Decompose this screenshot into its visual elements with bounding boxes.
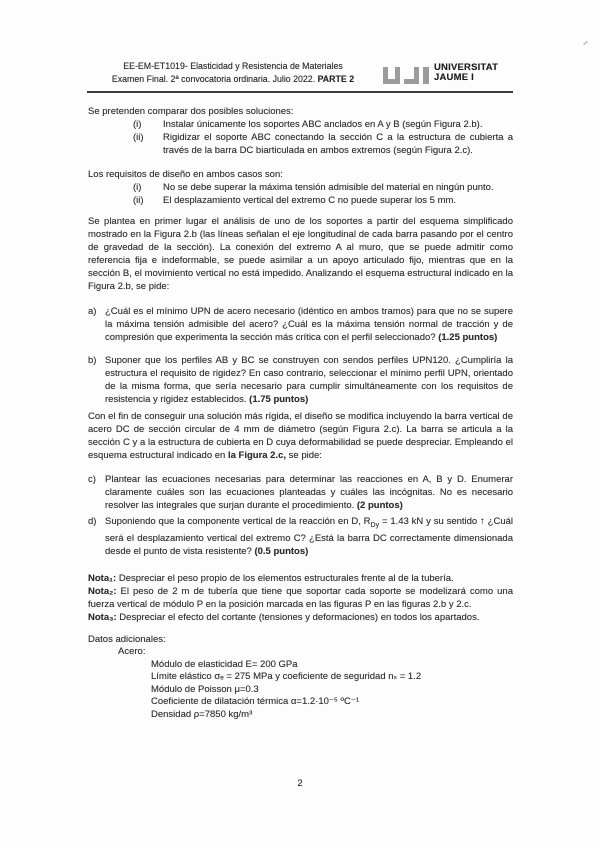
question-b xyxy=(88,354,513,406)
exam-title-text: Examen Final. 2ª convocatoria ordinaria. Julio 2022. xyxy=(111,74,318,84)
scan-artifact xyxy=(583,41,588,46)
additional-data-title: Datos adicionales: xyxy=(88,633,166,645)
course-title: EE-EM-ET1019- Elasticidad y Resistencia de Materiales xyxy=(123,61,343,71)
paragraph-text: se pide: xyxy=(286,450,322,461)
paragraph-text: Con el fin de conseguir una solución más rígida, el diseño se modifica incluyendo la barra vertical de acero DC de sección circular de 4 mm de diámetro (según Figura 2.c). La barra se articula a la sección C y a la estructura de cubierta en D cuya deformabilidad se puede despreciar. Empleando el esquema estructural indicado en xyxy=(88,411,513,461)
data-line: Módulo de Poisson μ=0.3 xyxy=(151,683,259,695)
list-item xyxy=(88,131,513,157)
list-item xyxy=(88,181,513,194)
note-label: Nota₁: xyxy=(88,572,117,584)
exam-body xyxy=(88,100,513,721)
note-text: El peso de 2 m de tubería que tiene que soportar cada soporte se modelizará como una fuerza vertical de módulo P en la posición marcada en las figuras P en las figuras 2.b y 2.c. xyxy=(88,585,513,610)
university-name-line2: JAUME I xyxy=(434,72,474,83)
question-text: Suponer que los perfiles AB y BC se construyen con sendos perfiles UPN120. ¿Cumpliría la estructura el requisito de rigidez? En caso contrario, seleccionar el mínimo perfil UPN, orientado de la misma forma, que sería necesario para cumplir simultáneamente con los requisitos de resistencia y rigidez establecidos. xyxy=(105,355,513,405)
list-item-text: No se debe superar la máxima tensión admisible del material en ningún punto. xyxy=(163,182,494,193)
solutions-list xyxy=(88,118,513,157)
note-2 xyxy=(88,585,513,611)
note-label: Nota₃: xyxy=(88,611,117,623)
question-label: b) xyxy=(88,355,97,366)
logo-letter-j xyxy=(404,67,419,84)
question-text: = 1.43 kN y su sentido ↑ ¿Cuál será el desplazamiento vertical del extremo C? ¿Está la barra DC correctamente dimensionada desde el punto de vista resistente? xyxy=(105,516,513,557)
question-text: Suponiendo que la componente vertical de la reacción en D, R xyxy=(105,516,371,527)
list-item-label: (ii) xyxy=(133,195,144,206)
list-item-text: Instalar únicamente los soportes ABC anclados en A y B (según Figura 2.b). xyxy=(163,119,483,130)
list-item-label: (ii) xyxy=(133,132,144,143)
list-item-label: (i) xyxy=(133,119,142,130)
additional-data-section xyxy=(88,634,513,722)
exam-title xyxy=(88,73,378,86)
reaction-subscript: Dy xyxy=(370,521,380,529)
question-a xyxy=(88,305,513,344)
note-text: Despreciar el peso propio de los elementos estructurales frente al de la tubería. xyxy=(116,572,454,584)
list-item xyxy=(88,194,513,207)
paragraph-figure-2b: Se plantea en primer lugar el análisis de uno de los soportes a partir del esquema simplificado mostrado en la Figura 2.b (las líneas señalan el eje longitudinal de cada barra pasando por el centro de gravedad de la sección). La conexión del extremo A al muro, que se puede admitir como referencia fija e indeformable, se puede asimilar a un apoyo articulado fijo, mientras que en la sección B, el movimiento vertical no está impedido. Analizando el esquema estructural indicado en la Figura 2.b, se pide: xyxy=(88,216,513,292)
uji-logo-icon xyxy=(383,62,429,84)
data-line: Densidad ρ=7850 kg/m³ xyxy=(151,708,253,720)
requirements-list xyxy=(88,181,513,207)
solutions-intro: Se pretenden comparar dos posibles soluciones: xyxy=(88,106,294,117)
question-c xyxy=(88,473,513,512)
header-divider xyxy=(87,91,513,93)
note-text: Despreciar el efecto del cortante (tensiones y deformaciones) en todos los apartados. xyxy=(116,611,480,623)
question-label: c) xyxy=(88,474,96,485)
question-points: (1.25 puntos) xyxy=(438,332,498,343)
figure-2c-reference: la Figura 2.c, xyxy=(227,450,287,461)
list-item-label: (i) xyxy=(133,182,142,193)
question-points: (0.5 puntos) xyxy=(254,545,309,557)
paragraph-figure-2c xyxy=(88,410,513,462)
note-3 xyxy=(88,611,513,624)
question-label: d) xyxy=(88,516,97,527)
university-name xyxy=(434,63,498,83)
exam-header xyxy=(88,60,378,86)
university-name-line1: UNIVERSITAT xyxy=(434,62,499,73)
exam-part-label: PARTE 2 xyxy=(317,74,355,84)
question-text: ¿Cuál es el mínimo UPN de acero necesario (idéntico en ambos tramos) para que no se supere la máxima tensión admisible del acero? ¿Cuál es la máxima tensión normal de tracción y de compresión que experimenta la sección más crítica con el perfil seleccionado? xyxy=(105,306,513,343)
page-number: 2 xyxy=(297,778,303,789)
logo-letter-i xyxy=(423,67,429,84)
data-line: Coeficiente de dilatación térmica α=1.2·10⁻⁵ ºC⁻¹ xyxy=(151,696,360,708)
list-item xyxy=(88,118,513,131)
data-line: Límite elástico σₑ = 275 MPa y coeficiente de seguridad nₛ = 1.2 xyxy=(151,671,422,683)
question-d xyxy=(88,515,513,558)
question-points: (1.75 puntos) xyxy=(249,394,309,405)
requirements-intro: Los requisitos de diseño en ambos casos son: xyxy=(88,169,283,180)
logo-letter-u xyxy=(383,67,400,84)
question-points: (2 puntos) xyxy=(356,500,403,511)
question-text: Plantear las ecuaciones necesarias para determinar las reacciones en A, B y D. Enumerar claramente cuáles son las ecuaciones planteadas y cuáles las incógnitas. No es necesario resolver las integrales que surjan durante el procedimiento. xyxy=(105,474,513,511)
material-label: Acero: xyxy=(118,646,146,658)
note-label: Nota₂: xyxy=(88,585,117,597)
data-line: Módulo de elasticidad E= 200 GPa xyxy=(151,658,298,670)
question-label: a) xyxy=(88,306,97,317)
notes-section xyxy=(88,572,513,624)
list-item-text: El desplazamiento vertical del extremo C no puede superar los 5 mm. xyxy=(163,195,457,206)
university-logo xyxy=(383,59,513,87)
list-item-text: Rigidizar el soporte ABC conectando la sección C a la estructura de cubierta a través de la barra DC biarticulada en ambos extremos (según Figura 2.c). xyxy=(163,132,513,156)
note-1 xyxy=(88,572,513,585)
